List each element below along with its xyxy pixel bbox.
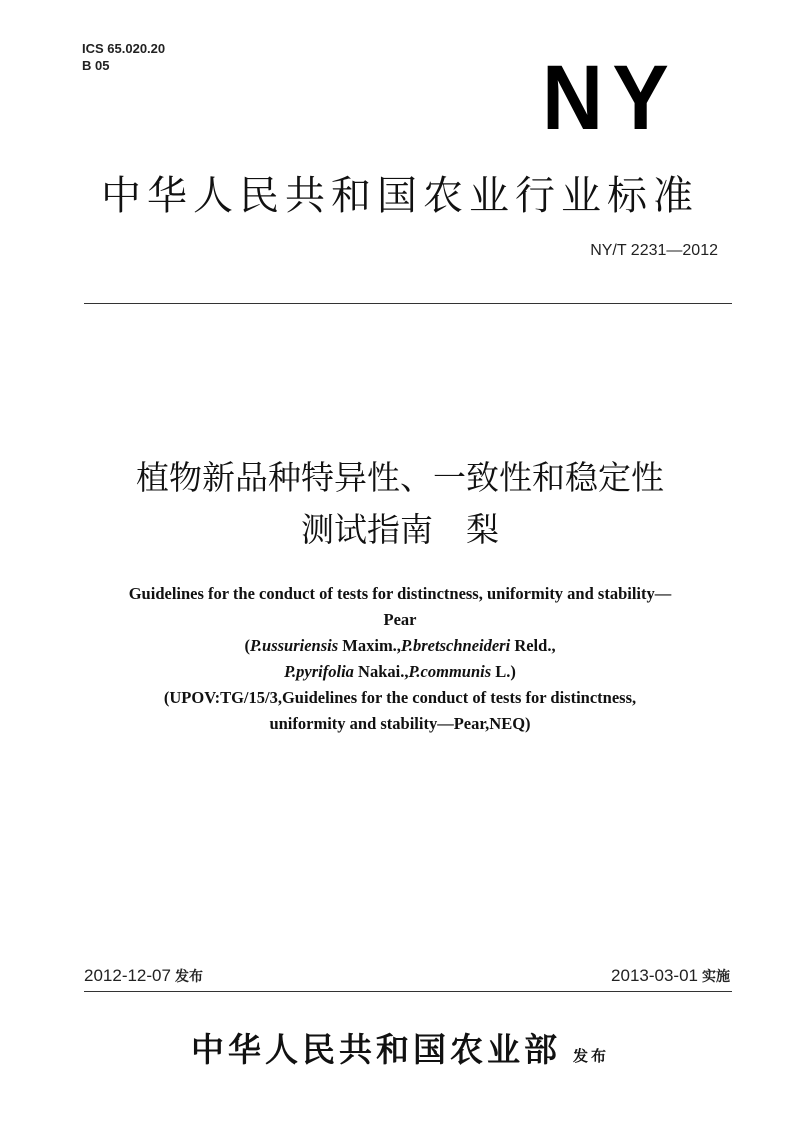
upov-line-1: (UPOV:TG/15/3,Guidelines for the conduct of tests for distinctness, xyxy=(163,688,637,707)
bottom-divider xyxy=(84,991,732,992)
species-name: P.ussuriensis xyxy=(249,636,339,655)
ics-code: ICS 65.020.20 xyxy=(82,41,166,56)
upov-line-2: uniformity and stability—Pear,NEQ) xyxy=(269,714,531,733)
species-author: L.) xyxy=(491,662,516,681)
chinese-title-line-1: 植物新品种特异性、一致性和稳定性 xyxy=(136,458,664,497)
issue-label: 发布 xyxy=(174,969,203,985)
issue-date: 2012-12-07 xyxy=(84,966,171,985)
english-title-line-1: Guidelines for the conduct of tests for distinctness, uniformity and stability— xyxy=(128,584,672,603)
top-divider xyxy=(84,303,732,304)
effective-date-block xyxy=(611,966,730,986)
species-author: Maxim., xyxy=(338,636,401,655)
publisher-suffix: 发布 xyxy=(572,1047,609,1065)
species-name: P.communis xyxy=(408,662,492,681)
english-title-line-2: Pear xyxy=(383,610,417,629)
species-line-2 xyxy=(60,659,740,685)
issue-date-block xyxy=(84,966,203,986)
species-author: Nakai., xyxy=(353,662,409,681)
ny-logo: NY xyxy=(542,47,678,149)
publisher-block xyxy=(0,1024,800,1071)
species-author: Reld., xyxy=(510,636,556,655)
species-name: P.pyrifolia xyxy=(284,662,354,681)
english-title xyxy=(60,581,740,737)
ccs-code: B 05 xyxy=(82,58,110,73)
publisher-name: 中华人民共和国农业部 xyxy=(190,1030,561,1069)
classification-codes xyxy=(82,40,165,74)
species-name: P.bretschneideri xyxy=(400,636,511,655)
paren-open: ( xyxy=(244,636,250,655)
effective-label: 实施 xyxy=(702,969,730,985)
standard-title: 中华人民共和国农业行业标准 xyxy=(101,173,699,219)
species-line-1 xyxy=(60,633,740,659)
effective-date: 2013-03-01 xyxy=(611,966,698,985)
standard-code: NY/T 2231—2012 xyxy=(590,242,718,259)
chinese-title-line-2: 测试指南 梨 xyxy=(301,510,499,549)
chinese-title xyxy=(0,452,800,556)
